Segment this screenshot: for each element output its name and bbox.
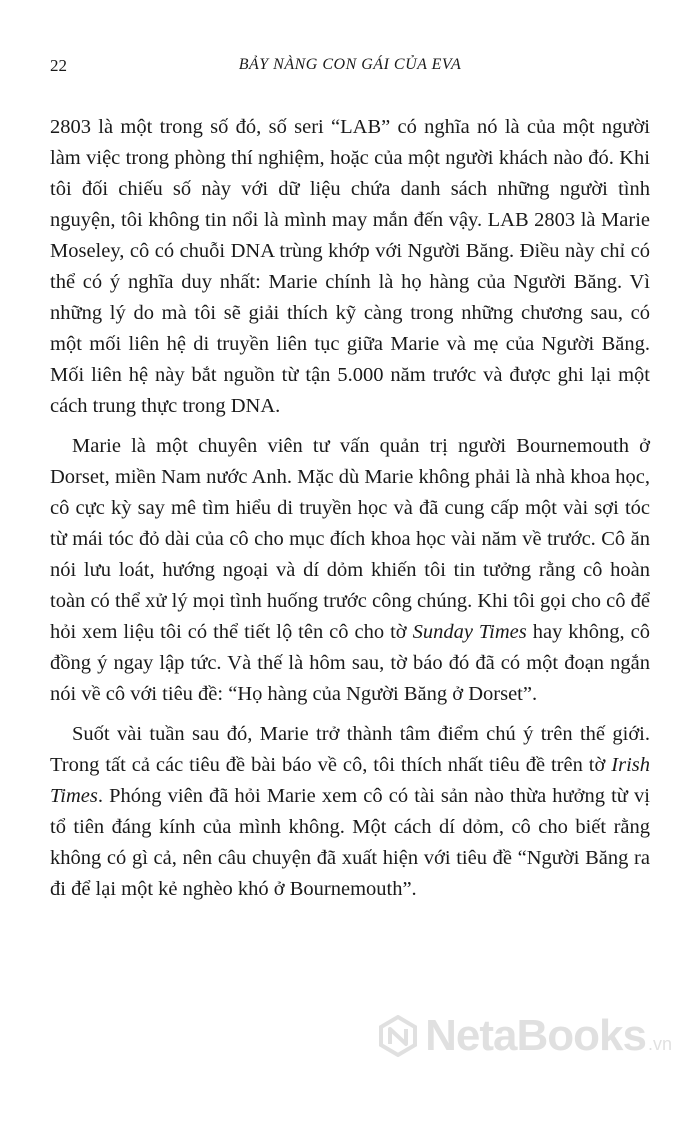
paragraph-2-newspaper-title: Sunday Times	[412, 621, 527, 643]
paragraph-3-newspaper-title: Irish Times	[50, 754, 650, 807]
page-header	[50, 56, 650, 84]
paragraph-2-text-a: Marie là một chuyên viên tư vấn quản trị người Bournemouth ở Dorset, miền Nam nước Anh. Mặc dù Marie không phải là nhà khoa học, cô cực kỳ say mê tìm hiểu di truyền học và đã cung cấp một vài sợi tóc từ mái tóc đỏ dài của cô cho mục đích khoa học vài năm về trước. Cô ăn nói lưu loát, hướng ngoại và dí dỏm khiến tôi tin tưởng rằng cô hoàn toàn có thể xử lý mọi tình huống trước công chúng. Khi tôi gọi cho cô để hỏi xem liệu tôi có thể tiết lộ tên cô cho tờ	[50, 435, 650, 643]
netabooks-logo-icon	[377, 1015, 419, 1057]
netabooks-watermark	[377, 1011, 672, 1061]
body-text	[50, 112, 650, 914]
paragraph-2-text-b: hay không, cô đồng ý ngay lập tức. Và thế là hôm sau, tờ báo đó đã có một đoạn ngắn nói về cô với tiêu đề: “Họ hàng của Người Băng ở Dorset”.	[50, 621, 650, 705]
running-title: BẢY NÀNG CON GÁI CỦA EVA	[238, 56, 462, 73]
watermark-suffix: .vn	[647, 1034, 672, 1054]
paragraph-3	[50, 719, 650, 905]
page-number: 22	[50, 56, 67, 75]
paragraph-3-text-b: . Phóng viên đã hỏi Marie xem cô có tài sản nào thừa hưởng từ vị tổ tiên đáng kính của mình không. Một cách dí dỏm, cô cho biết rằng không có gì cả, nên câu chuyện đã xuất hiện với tiêu đề “Người Băng ra đi để lại một kẻ nghèo khó ở Bournemouth”.	[50, 785, 650, 900]
paragraph-1: 2803 là một trong số đó, số seri “LAB” có nghĩa nó là của một người làm việc trong phòng thí nghiệm, hoặc của một người khách nào đó. Khi tôi đối chiếu số này với dữ liệu chứa danh sách những người tình nguyện, tôi không tin nổi là mình may mắn đến vậy. LAB 2803 là Marie Moseley, cô có chuỗi DNA trùng khớp với Người Băng. Điều này chỉ có thể có ý nghĩa duy nhất: Marie chính là họ hàng của Người Băng. Vì những lý do mà tôi sẽ giải thích kỹ càng trong những chương sau, có một mối liên hệ di truyền liên tục giữa Marie và mẹ của Người Băng. Mối liên hệ này bắt nguồn từ tận 5.000 năm trước và được ghi lại một cách trung thực trong DNA.	[50, 116, 650, 417]
paragraph-2	[50, 431, 650, 710]
watermark-brand: NetaBooks	[425, 1011, 646, 1060]
paragraph-3-text-a: Suốt vài tuần sau đó, Marie trở thành tâm điểm chú ý trên thế giới. Trong tất cả các tiêu đề bài báo về cô, tôi thích nhất tiêu đề trên tờ	[50, 723, 650, 776]
